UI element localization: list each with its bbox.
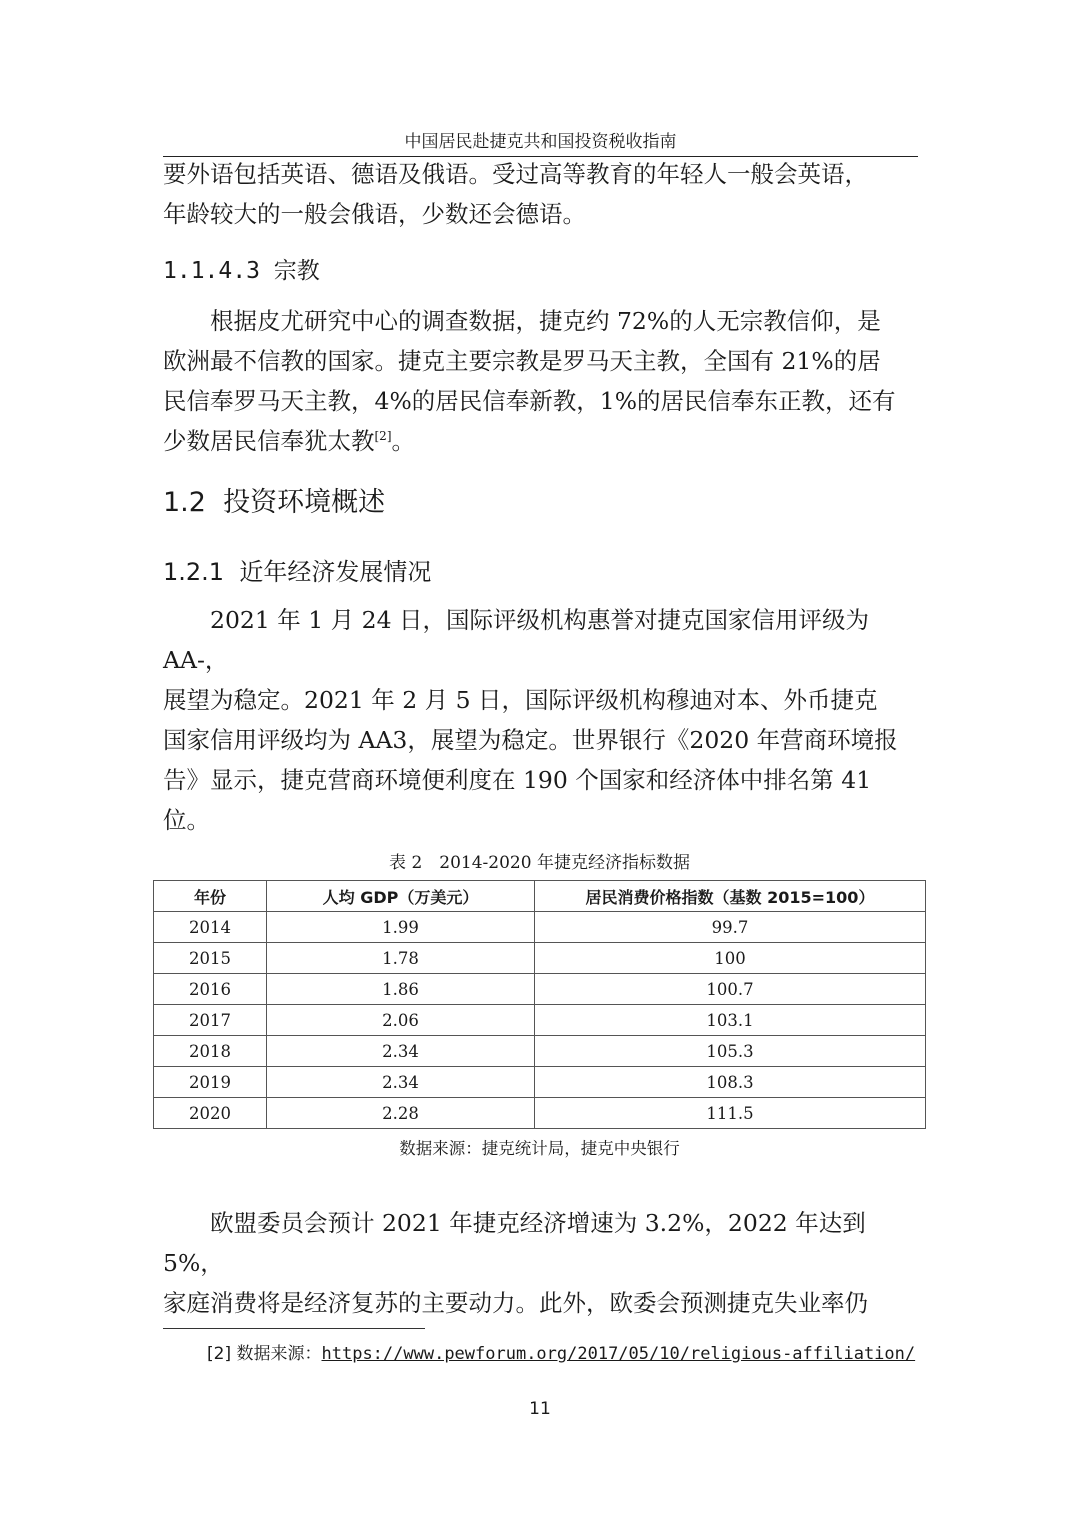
cell-gdp: 1.99 <box>267 912 535 943</box>
table-header-row <box>154 881 926 912</box>
cell-year: 2019 <box>154 1067 267 1098</box>
subsection-heading <box>163 557 431 587</box>
cell-cpi: 99.7 <box>535 912 926 943</box>
cell-year: 2020 <box>154 1098 267 1129</box>
economy-line-3: 国家信用评级均为 AA3，展望为稳定。世界银行《2020 年营商环境报 <box>163 726 898 754</box>
footnote-label: 数据来源： <box>236 1344 322 1364</box>
footnote-mark: [2] <box>207 1344 232 1364</box>
intro-line-2: 年龄较大的一般会俄语，少数还会德语。 <box>163 200 586 228</box>
cell-gdp: 1.86 <box>267 974 535 1005</box>
religion-line-3: 民信奉罗马天主教，4%的居民信奉新教，1%的居民信奉东正教，还有 <box>163 387 896 415</box>
religion-line-2: 欧洲最不信教的国家。捷克主要宗教是罗马天主教，全国有 21%的居 <box>163 347 881 375</box>
cell-year: 2017 <box>154 1005 267 1036</box>
table-caption: 表 2 2014-2020 年捷克经济指标数据 <box>389 853 690 873</box>
economy-line-5: 位。 <box>163 806 210 834</box>
page-header: 中国居民赴捷克共和国投资税收指南 <box>163 130 918 157</box>
cell-year: 2016 <box>154 974 267 1005</box>
intro-line-1: 要外语包括英语、德语及俄语。受过高等教育的年轻人一般会英语， <box>163 160 868 188</box>
cell-cpi: 100 <box>535 943 926 974</box>
subsection-number: 1.2.1 <box>163 558 225 586</box>
footnote <box>207 1342 915 1366</box>
section-heading <box>163 486 385 520</box>
footnote-reference[interactable]: [2] <box>374 429 392 444</box>
economic-indicators-table <box>153 880 926 1129</box>
religion-paragraph <box>163 301 923 461</box>
page-number: 11 <box>529 1399 551 1419</box>
header-cpi: 居民消费价格指数（基数 2015=100） <box>535 881 926 912</box>
table-row <box>154 974 926 1005</box>
table-row <box>154 1067 926 1098</box>
table-source-note: 数据来源：捷克统计局，捷克中央银行 <box>399 1139 680 1158</box>
cell-year: 2018 <box>154 1036 267 1067</box>
table-row <box>154 1036 926 1067</box>
table-row <box>154 1098 926 1129</box>
intro-paragraph <box>163 154 923 234</box>
outlook-line-1: 欧盟委员会预计 2021 年捷克经济增速为 3.2%，2022 年达到 5%， <box>163 1209 866 1277</box>
religion-line-1: 根据皮尤研究中心的调查数据，捷克约 72%的人无宗教信仰，是 <box>210 307 881 335</box>
religion-heading-number: 1.1.4.3 <box>163 258 260 284</box>
religion-heading-text: 宗教 <box>273 258 320 284</box>
economy-paragraph <box>163 600 923 840</box>
table-row <box>154 1005 926 1036</box>
table-row <box>154 912 926 943</box>
religion-line-4-end: 。 <box>391 427 415 455</box>
economy-line-1: 2021 年 1 月 24 日，国际评级机构惠誉对捷克国家信用评级为 AA-， <box>163 606 870 674</box>
religion-line-4 <box>163 421 923 461</box>
section-number: 1.2 <box>163 487 206 518</box>
cell-gdp: 2.28 <box>267 1098 535 1129</box>
religion-line-4-text: 少数居民信奉犹太教 <box>163 427 375 455</box>
religion-heading <box>163 256 320 286</box>
economy-line-4: 告》显示，捷克营商环境便利度在 190 个国家和经济体中排名第 41 <box>163 766 872 794</box>
section-title: 投资环境概述 <box>223 487 386 518</box>
cell-gdp: 2.34 <box>267 1067 535 1098</box>
table-row <box>154 943 926 974</box>
header-gdp: 人均 GDP（万美元） <box>267 881 535 912</box>
header-year: 年份 <box>154 881 267 912</box>
cell-cpi: 108.3 <box>535 1067 926 1098</box>
cell-cpi: 100.7 <box>535 974 926 1005</box>
cell-cpi: 105.3 <box>535 1036 926 1067</box>
cell-cpi: 111.5 <box>535 1098 926 1129</box>
cell-gdp: 2.34 <box>267 1036 535 1067</box>
outlook-paragraph <box>163 1203 923 1323</box>
cell-year: 2015 <box>154 943 267 974</box>
footnote-divider <box>163 1328 425 1329</box>
cell-year: 2014 <box>154 912 267 943</box>
subsection-title: 近年经济发展情况 <box>239 558 432 586</box>
cell-cpi: 103.1 <box>535 1005 926 1036</box>
outlook-line-2: 家庭消费将是经济复苏的主要动力。此外，欧委会预测捷克失业率仍 <box>163 1289 868 1317</box>
cell-gdp: 1.78 <box>267 943 535 974</box>
footnote-link[interactable]: https://www.pewforum.org/2017/05/10/religious-affiliation/ <box>321 1344 916 1364</box>
economy-line-2: 展望为稳定。2021 年 2 月 5 日，国际评级机构穆迪对本、外币捷克 <box>163 686 878 714</box>
cell-gdp: 2.06 <box>267 1005 535 1036</box>
